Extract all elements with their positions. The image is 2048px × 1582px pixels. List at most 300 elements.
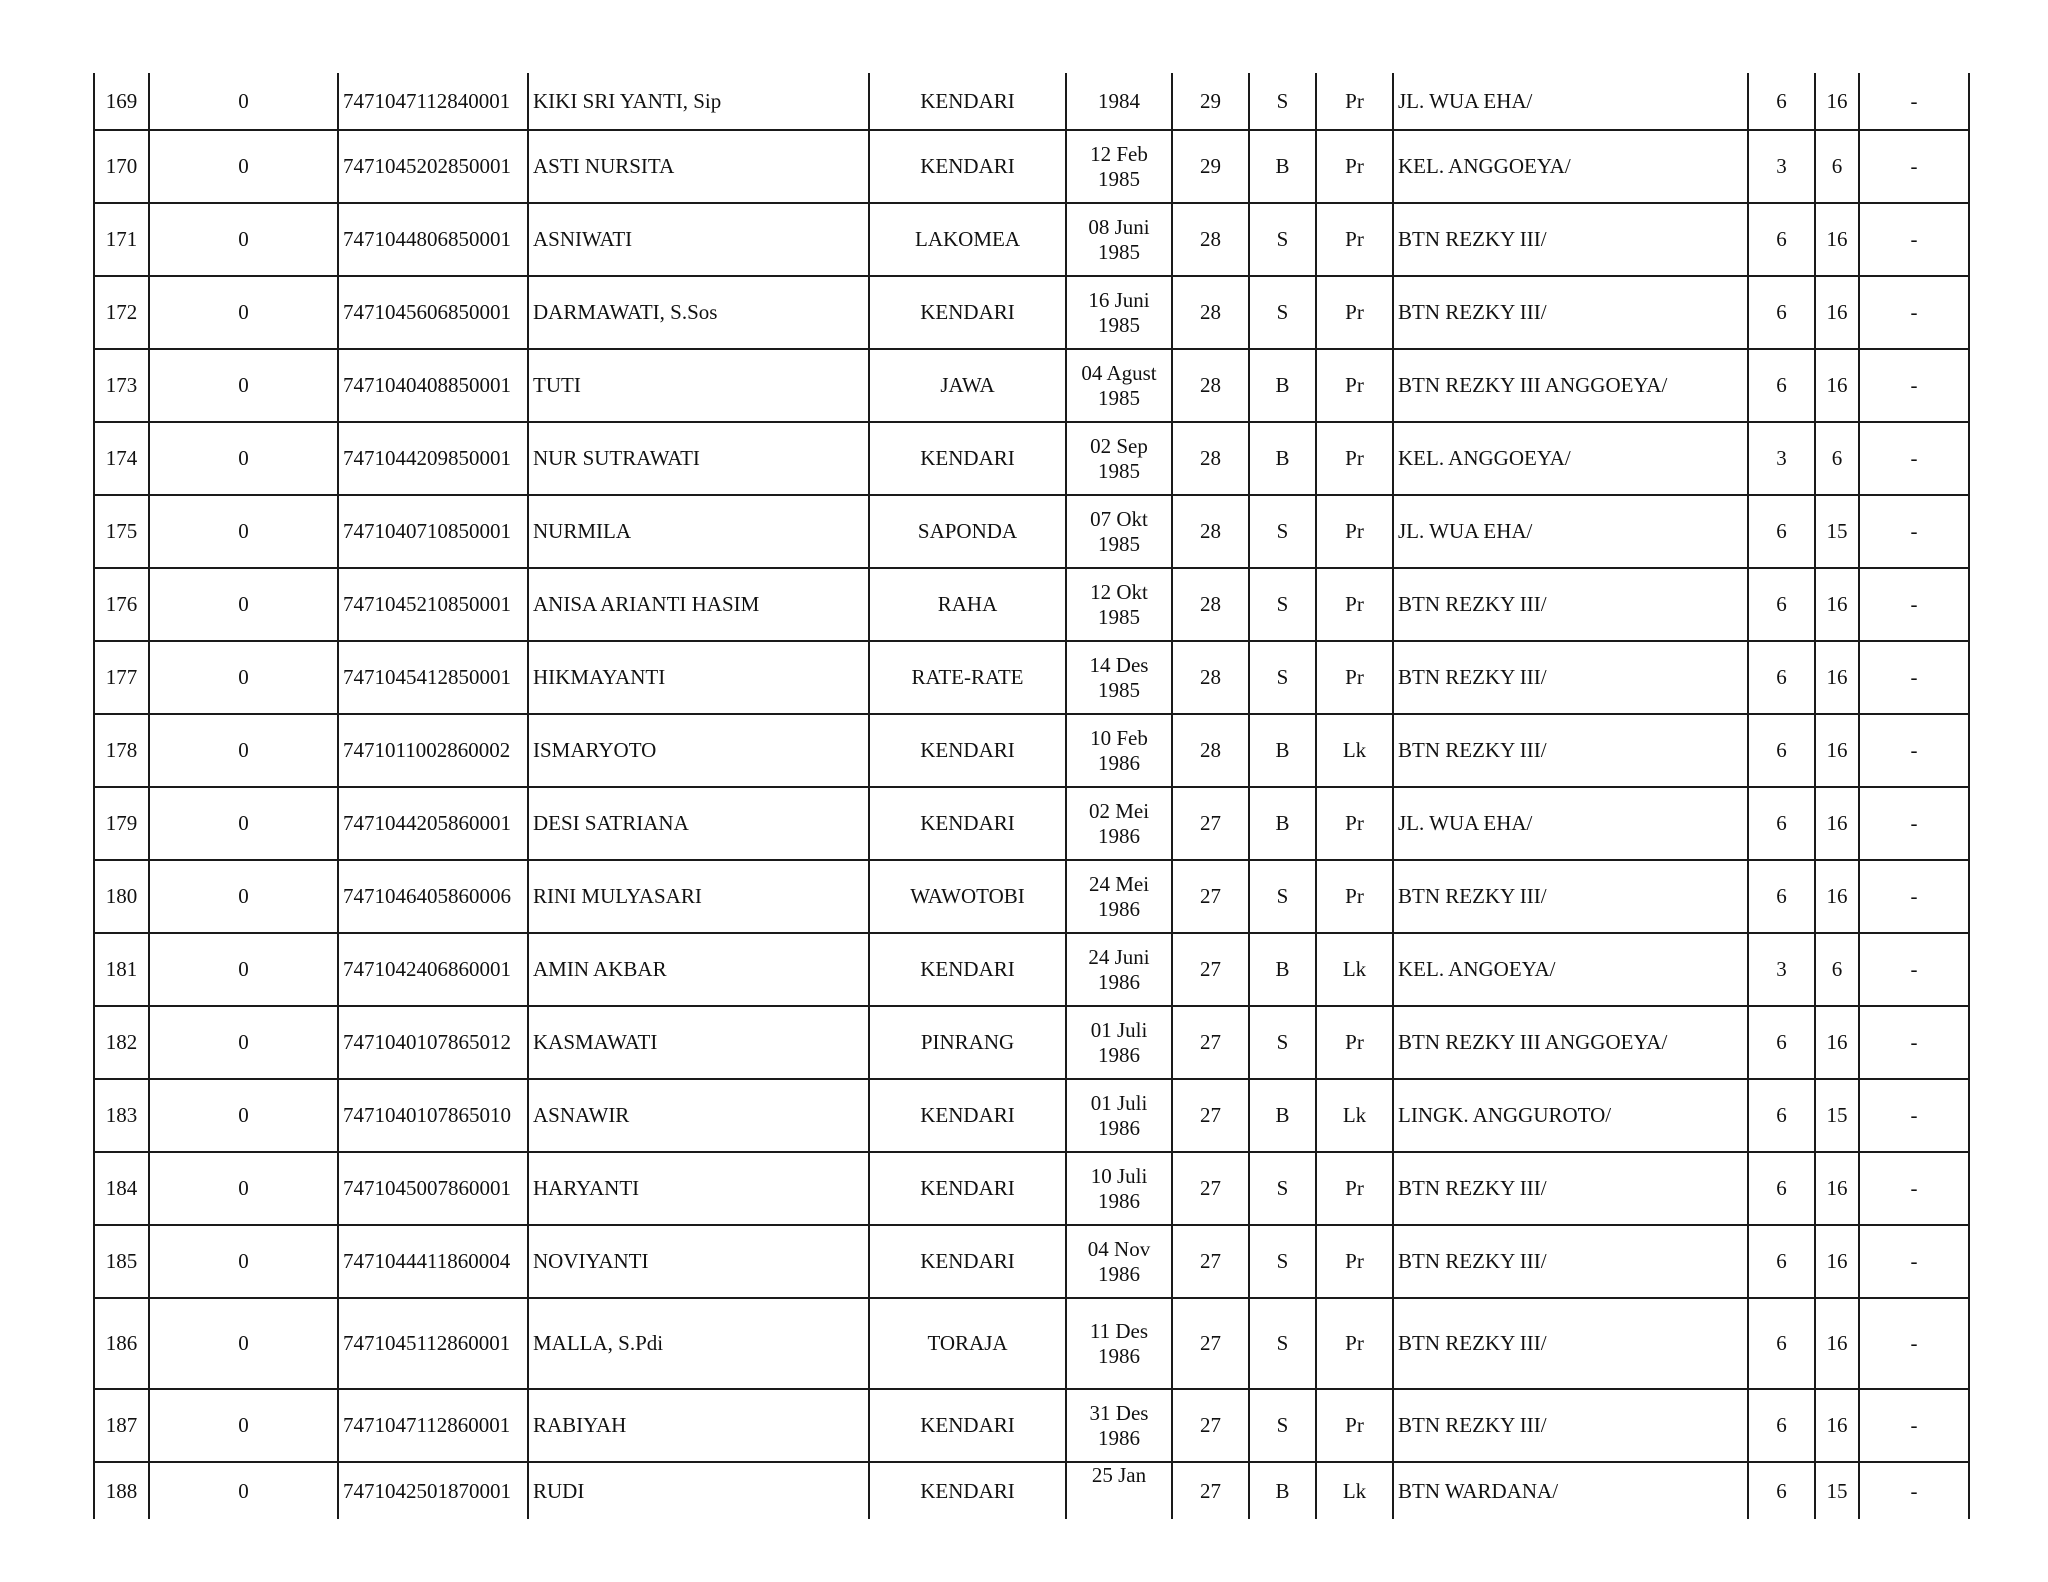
cell-birthplace: KENDARI bbox=[869, 714, 1066, 787]
cell-rt: 6 bbox=[1748, 860, 1815, 933]
cell-address: BTN REZKY III/ bbox=[1393, 203, 1748, 276]
birth-year-line: 1985 bbox=[1098, 312, 1140, 337]
birth-year-line: 1985 bbox=[1098, 677, 1140, 702]
cell-sex: Pr bbox=[1316, 73, 1393, 130]
cell-marital-status: B bbox=[1249, 933, 1316, 1006]
cell-note: - bbox=[1859, 568, 1969, 641]
cell-nik: 7471040408850001 bbox=[338, 349, 528, 422]
cell-name: ANISA ARIANTI HASIM bbox=[528, 568, 869, 641]
cell-sex: Pr bbox=[1316, 1298, 1393, 1389]
cell-address: LINGK. ANGGUROTO/ bbox=[1393, 1079, 1748, 1152]
cell-rt: 6 bbox=[1748, 495, 1815, 568]
cell-birthplace: JAWA bbox=[869, 349, 1066, 422]
cell-nik: 7471042501870001 bbox=[338, 1462, 528, 1519]
cell-age: 27 bbox=[1172, 1225, 1249, 1298]
cell-birth-date bbox=[1066, 73, 1172, 130]
cell-rw: 16 bbox=[1815, 787, 1859, 860]
cell-address: BTN REZKY III ANGGOEYA/ bbox=[1393, 349, 1748, 422]
cell-row-number: 187 bbox=[94, 1389, 149, 1462]
cell-nik: 7471045606850001 bbox=[338, 276, 528, 349]
cell-marital-status: S bbox=[1249, 73, 1316, 130]
cell-rt: 6 bbox=[1748, 787, 1815, 860]
cell-birth-date bbox=[1066, 933, 1172, 1006]
cell-rt: 6 bbox=[1748, 1462, 1815, 1519]
cell-name: ASTI NURSITA bbox=[528, 130, 869, 203]
birth-year-line: 1986 bbox=[1098, 823, 1140, 848]
cell-birth-date bbox=[1066, 1079, 1172, 1152]
cell-name: RUDI bbox=[528, 1462, 869, 1519]
cell-marital-status: S bbox=[1249, 1225, 1316, 1298]
cell-address: JL. WUA EHA/ bbox=[1393, 787, 1748, 860]
cell-rw: 16 bbox=[1815, 1389, 1859, 1462]
cell-age: 27 bbox=[1172, 1462, 1249, 1519]
cell-name: NUR SUTRAWATI bbox=[528, 422, 869, 495]
cell-row-number: 188 bbox=[94, 1462, 149, 1519]
cell-note: - bbox=[1859, 641, 1969, 714]
cell-row-number: 183 bbox=[94, 1079, 149, 1152]
table-row bbox=[94, 1152, 1969, 1225]
cell-row-number: 171 bbox=[94, 203, 149, 276]
cell-birth-date bbox=[1066, 1298, 1172, 1389]
birth-date-line: 08 Juni bbox=[1088, 214, 1150, 239]
birth-date-line: 25 Jan bbox=[1091, 1463, 1147, 1487]
cell-nik: 7471045210850001 bbox=[338, 568, 528, 641]
cell-nik: 7471047112860001 bbox=[338, 1389, 528, 1462]
cell-birthplace: LAKOMEA bbox=[869, 203, 1066, 276]
cell-age: 28 bbox=[1172, 568, 1249, 641]
cell-age: 27 bbox=[1172, 787, 1249, 860]
cell-rw: 16 bbox=[1815, 276, 1859, 349]
birth-date-line: 14 Des bbox=[1089, 652, 1149, 677]
birth-year-line: 1986 bbox=[1098, 1261, 1140, 1286]
cell-nik: 7471045112860001 bbox=[338, 1298, 528, 1389]
table-row bbox=[94, 73, 1969, 130]
cell-address: JL. WUA EHA/ bbox=[1393, 73, 1748, 130]
cell-marital-status: B bbox=[1249, 1079, 1316, 1152]
table-row bbox=[94, 1462, 1969, 1519]
cell-age: 27 bbox=[1172, 1006, 1249, 1079]
birth-year-line: 1986 bbox=[1098, 969, 1140, 994]
cell-address: BTN REZKY III/ bbox=[1393, 1389, 1748, 1462]
cell-rw: 16 bbox=[1815, 714, 1859, 787]
cell-row-number: 176 bbox=[94, 568, 149, 641]
cell-rt: 6 bbox=[1748, 1079, 1815, 1152]
cell-birthplace: KENDARI bbox=[869, 787, 1066, 860]
cell-birthplace: PINRANG bbox=[869, 1006, 1066, 1079]
cell-address: KEL. ANGGOEYA/ bbox=[1393, 422, 1748, 495]
table-row bbox=[94, 1389, 1969, 1462]
table-row bbox=[94, 641, 1969, 714]
cell-nik: 7471042406860001 bbox=[338, 933, 528, 1006]
cell-name: NURMILA bbox=[528, 495, 869, 568]
cell-sex: Lk bbox=[1316, 1462, 1393, 1519]
cell-rw: 6 bbox=[1815, 933, 1859, 1006]
birth-date-line: 04 Nov bbox=[1087, 1236, 1151, 1261]
cell-address: BTN REZKY III/ bbox=[1393, 1298, 1748, 1389]
cell-address: BTN REZKY III/ bbox=[1393, 1152, 1748, 1225]
cell-nik: 7471047112840001 bbox=[338, 73, 528, 130]
birth-date-line: 16 Juni bbox=[1088, 287, 1150, 312]
table-body bbox=[94, 73, 1969, 1519]
birth-date-line: 10 Juli bbox=[1090, 1163, 1148, 1188]
cell-code: 0 bbox=[149, 73, 338, 130]
cell-birth-date bbox=[1066, 714, 1172, 787]
cell-marital-status: S bbox=[1249, 1389, 1316, 1462]
cell-note: - bbox=[1859, 860, 1969, 933]
birth-year-line: 1986 bbox=[1098, 1343, 1140, 1368]
cell-name: TUTI bbox=[528, 349, 869, 422]
cell-sex: Pr bbox=[1316, 860, 1393, 933]
cell-marital-status: S bbox=[1249, 1298, 1316, 1389]
cell-name: NOVIYANTI bbox=[528, 1225, 869, 1298]
cell-sex: Pr bbox=[1316, 349, 1393, 422]
cell-code: 0 bbox=[149, 933, 338, 1006]
cell-nik: 7471044205860001 bbox=[338, 787, 528, 860]
cell-birth-date bbox=[1066, 1462, 1172, 1519]
cell-note: - bbox=[1859, 714, 1969, 787]
birth-year-line: 1985 bbox=[1098, 531, 1140, 556]
cell-age: 28 bbox=[1172, 641, 1249, 714]
cell-rw: 15 bbox=[1815, 495, 1859, 568]
cell-nik: 7471011002860002 bbox=[338, 714, 528, 787]
cell-sex: Pr bbox=[1316, 568, 1393, 641]
cell-rw: 16 bbox=[1815, 349, 1859, 422]
cell-marital-status: S bbox=[1249, 1006, 1316, 1079]
cell-birthplace: KENDARI bbox=[869, 1462, 1066, 1519]
cell-birthplace: RAHA bbox=[869, 568, 1066, 641]
cell-marital-status: B bbox=[1249, 787, 1316, 860]
birth-year-line: 1985 bbox=[1098, 239, 1140, 264]
cell-birth-date bbox=[1066, 203, 1172, 276]
cell-code: 0 bbox=[149, 1152, 338, 1225]
cell-name: RINI MULYASARI bbox=[528, 860, 869, 933]
cell-birthplace: KENDARI bbox=[869, 130, 1066, 203]
cell-address: BTN REZKY III/ bbox=[1393, 568, 1748, 641]
cell-sex: Pr bbox=[1316, 1006, 1393, 1079]
birth-year-line: 1985 bbox=[1098, 385, 1140, 410]
cell-name: HIKMAYANTI bbox=[528, 641, 869, 714]
cell-name: KIKI SRI YANTI, Sip bbox=[528, 73, 869, 130]
cell-rw: 16 bbox=[1815, 1298, 1859, 1389]
cell-sex: Pr bbox=[1316, 203, 1393, 276]
table-row bbox=[94, 933, 1969, 1006]
cell-sex: Lk bbox=[1316, 714, 1393, 787]
cell-rw: 16 bbox=[1815, 860, 1859, 933]
cell-birth-date bbox=[1066, 860, 1172, 933]
cell-rw: 16 bbox=[1815, 1152, 1859, 1225]
cell-birth-date bbox=[1066, 495, 1172, 568]
cell-name: ASNAWIR bbox=[528, 1079, 869, 1152]
birth-date-line: 12 Okt bbox=[1090, 579, 1148, 604]
cell-code: 0 bbox=[149, 1079, 338, 1152]
cell-rt: 6 bbox=[1748, 203, 1815, 276]
table-row bbox=[94, 860, 1969, 933]
cell-note: - bbox=[1859, 130, 1969, 203]
cell-code: 0 bbox=[149, 1006, 338, 1079]
cell-birthplace: KENDARI bbox=[869, 422, 1066, 495]
cell-birth-date bbox=[1066, 641, 1172, 714]
cell-note: - bbox=[1859, 1152, 1969, 1225]
cell-rt: 6 bbox=[1748, 1152, 1815, 1225]
cell-code: 0 bbox=[149, 1389, 338, 1462]
birth-date-line: 02 Sep bbox=[1090, 433, 1148, 458]
cell-address: BTN WARDANA/ bbox=[1393, 1462, 1748, 1519]
cell-nik: 7471044411860004 bbox=[338, 1225, 528, 1298]
cell-birthplace: WAWOTOBI bbox=[869, 860, 1066, 933]
cell-nik: 7471044209850001 bbox=[338, 422, 528, 495]
cell-name: MALLA, S.Pdi bbox=[528, 1298, 869, 1389]
cell-code: 0 bbox=[149, 714, 338, 787]
table-row bbox=[94, 568, 1969, 641]
cell-note: - bbox=[1859, 203, 1969, 276]
cell-name: RABIYAH bbox=[528, 1389, 869, 1462]
cell-nik: 7471046405860006 bbox=[338, 860, 528, 933]
table-row bbox=[94, 130, 1969, 203]
cell-birth-date bbox=[1066, 1006, 1172, 1079]
cell-sex: Lk bbox=[1316, 933, 1393, 1006]
table-row bbox=[94, 203, 1969, 276]
cell-row-number: 181 bbox=[94, 933, 149, 1006]
cell-rt: 3 bbox=[1748, 933, 1815, 1006]
cell-sex: Pr bbox=[1316, 641, 1393, 714]
cell-birthplace: SAPONDA bbox=[869, 495, 1066, 568]
cell-row-number: 184 bbox=[94, 1152, 149, 1225]
cell-rt: 6 bbox=[1748, 1225, 1815, 1298]
birth-date-line: 01 Juli bbox=[1090, 1090, 1148, 1115]
cell-birth-date bbox=[1066, 1225, 1172, 1298]
cell-note: - bbox=[1859, 1462, 1969, 1519]
table-row bbox=[94, 1298, 1969, 1389]
cell-age: 27 bbox=[1172, 1079, 1249, 1152]
cell-birth-date bbox=[1066, 422, 1172, 495]
cell-nik: 7471045412850001 bbox=[338, 641, 528, 714]
birth-year-line: 1986 bbox=[1098, 1042, 1140, 1067]
cell-note: - bbox=[1859, 1079, 1969, 1152]
cell-age: 29 bbox=[1172, 130, 1249, 203]
cell-code: 0 bbox=[149, 203, 338, 276]
cell-note: - bbox=[1859, 787, 1969, 860]
birth-date-line: 02 Mei bbox=[1088, 798, 1150, 823]
birth-year-line: 1986 bbox=[1098, 1425, 1140, 1450]
cell-note: - bbox=[1859, 422, 1969, 495]
cell-birth-date bbox=[1066, 349, 1172, 422]
cell-birthplace: KENDARI bbox=[869, 73, 1066, 130]
cell-note: - bbox=[1859, 1298, 1969, 1389]
cell-rw: 6 bbox=[1815, 422, 1859, 495]
cell-age: 27 bbox=[1172, 860, 1249, 933]
cell-row-number: 180 bbox=[94, 860, 149, 933]
table-row bbox=[94, 714, 1969, 787]
cell-birthplace: KENDARI bbox=[869, 276, 1066, 349]
cell-age: 28 bbox=[1172, 714, 1249, 787]
cell-sex: Lk bbox=[1316, 1079, 1393, 1152]
table-row bbox=[94, 1006, 1969, 1079]
cell-marital-status: S bbox=[1249, 641, 1316, 714]
cell-row-number: 178 bbox=[94, 714, 149, 787]
cell-birth-date bbox=[1066, 568, 1172, 641]
cell-row-number: 179 bbox=[94, 787, 149, 860]
cell-nik: 7471040710850001 bbox=[338, 495, 528, 568]
cell-code: 0 bbox=[149, 495, 338, 568]
cell-sex: Pr bbox=[1316, 130, 1393, 203]
cell-marital-status: S bbox=[1249, 860, 1316, 933]
cell-rw: 15 bbox=[1815, 1079, 1859, 1152]
cell-code: 0 bbox=[149, 641, 338, 714]
cell-code: 0 bbox=[149, 130, 338, 203]
cell-address: BTN REZKY III/ bbox=[1393, 860, 1748, 933]
cell-marital-status: B bbox=[1249, 714, 1316, 787]
cell-rt: 6 bbox=[1748, 276, 1815, 349]
table-row bbox=[94, 349, 1969, 422]
cell-birthplace: KENDARI bbox=[869, 1079, 1066, 1152]
cell-code: 0 bbox=[149, 349, 338, 422]
cell-marital-status: S bbox=[1249, 1152, 1316, 1225]
cell-name: KASMAWATI bbox=[528, 1006, 869, 1079]
cell-age: 28 bbox=[1172, 495, 1249, 568]
table-row bbox=[94, 1225, 1969, 1298]
cell-rt: 3 bbox=[1748, 130, 1815, 203]
cell-rt: 6 bbox=[1748, 349, 1815, 422]
cell-sex: Pr bbox=[1316, 1152, 1393, 1225]
cell-marital-status: S bbox=[1249, 568, 1316, 641]
birth-year-line: 1986 bbox=[1098, 1115, 1140, 1140]
cell-rw: 16 bbox=[1815, 203, 1859, 276]
cell-nik: 7471044806850001 bbox=[338, 203, 528, 276]
birth-year-line: 1985 bbox=[1098, 458, 1140, 483]
cell-note: - bbox=[1859, 276, 1969, 349]
cell-address: JL. WUA EHA/ bbox=[1393, 495, 1748, 568]
cell-address: BTN REZKY III ANGGOEYA/ bbox=[1393, 1006, 1748, 1079]
cell-address: BTN REZKY III/ bbox=[1393, 276, 1748, 349]
cell-birthplace: KENDARI bbox=[869, 1152, 1066, 1225]
cell-sex: Pr bbox=[1316, 787, 1393, 860]
cell-sex: Pr bbox=[1316, 1225, 1393, 1298]
cell-age: 28 bbox=[1172, 203, 1249, 276]
birth-date-line: 07 Okt bbox=[1090, 506, 1148, 531]
cell-rt: 6 bbox=[1748, 1389, 1815, 1462]
cell-note: - bbox=[1859, 495, 1969, 568]
cell-note: - bbox=[1859, 1225, 1969, 1298]
cell-name: DESI SATRIANA bbox=[528, 787, 869, 860]
cell-rt: 3 bbox=[1748, 422, 1815, 495]
cell-address: BTN REZKY III/ bbox=[1393, 1225, 1748, 1298]
cell-row-number: 186 bbox=[94, 1298, 149, 1389]
cell-age: 27 bbox=[1172, 1298, 1249, 1389]
cell-code: 0 bbox=[149, 276, 338, 349]
table-row bbox=[94, 787, 1969, 860]
cell-name: DARMAWATI, S.Sos bbox=[528, 276, 869, 349]
cell-address: KEL. ANGOEYA/ bbox=[1393, 933, 1748, 1006]
cell-code: 0 bbox=[149, 787, 338, 860]
cell-rw: 16 bbox=[1815, 73, 1859, 130]
cell-rw: 16 bbox=[1815, 568, 1859, 641]
cell-rw: 16 bbox=[1815, 641, 1859, 714]
table-row bbox=[94, 276, 1969, 349]
cell-nik: 7471040107865012 bbox=[338, 1006, 528, 1079]
cell-rt: 6 bbox=[1748, 1298, 1815, 1389]
cell-sex: Pr bbox=[1316, 276, 1393, 349]
cell-birth-date bbox=[1066, 1152, 1172, 1225]
cell-nik: 7471045007860001 bbox=[338, 1152, 528, 1225]
cell-rw: 15 bbox=[1815, 1462, 1859, 1519]
birth-date-line: 24 Mei bbox=[1088, 871, 1150, 896]
cell-rt: 6 bbox=[1748, 714, 1815, 787]
cell-age: 27 bbox=[1172, 1389, 1249, 1462]
cell-row-number: 182 bbox=[94, 1006, 149, 1079]
cell-code: 0 bbox=[149, 1298, 338, 1389]
cell-age: 28 bbox=[1172, 422, 1249, 495]
birth-date-line: 10 Feb bbox=[1090, 725, 1148, 750]
birth-date-line: 11 Des bbox=[1089, 1318, 1149, 1343]
cell-code: 0 bbox=[149, 1462, 338, 1519]
cell-birthplace: KENDARI bbox=[869, 1225, 1066, 1298]
cell-note: - bbox=[1859, 349, 1969, 422]
cell-birthplace: TORAJA bbox=[869, 1298, 1066, 1389]
cell-sex: Pr bbox=[1316, 422, 1393, 495]
birth-year-line: 1986 bbox=[1098, 750, 1140, 775]
cell-code: 0 bbox=[149, 860, 338, 933]
cell-nik: 7471040107865010 bbox=[338, 1079, 528, 1152]
cell-address: BTN REZKY III/ bbox=[1393, 641, 1748, 714]
cell-rw: 16 bbox=[1815, 1225, 1859, 1298]
cell-birthplace: KENDARI bbox=[869, 1389, 1066, 1462]
resident-table bbox=[93, 73, 1970, 1519]
cell-code: 0 bbox=[149, 1225, 338, 1298]
cell-note: - bbox=[1859, 1389, 1969, 1462]
cell-name: ASNIWATI bbox=[528, 203, 869, 276]
cell-name: AMIN AKBAR bbox=[528, 933, 869, 1006]
cell-row-number: 169 bbox=[94, 73, 149, 130]
cell-birthplace: RATE-RATE bbox=[869, 641, 1066, 714]
cell-row-number: 170 bbox=[94, 130, 149, 203]
cell-marital-status: S bbox=[1249, 276, 1316, 349]
cell-row-number: 185 bbox=[94, 1225, 149, 1298]
cell-marital-status: B bbox=[1249, 422, 1316, 495]
cell-row-number: 174 bbox=[94, 422, 149, 495]
cell-age: 27 bbox=[1172, 1152, 1249, 1225]
cell-row-number: 175 bbox=[94, 495, 149, 568]
cell-age: 27 bbox=[1172, 933, 1249, 1006]
cell-row-number: 172 bbox=[94, 276, 149, 349]
cell-rt: 6 bbox=[1748, 1006, 1815, 1079]
cell-rt: 6 bbox=[1748, 73, 1815, 130]
cell-address: BTN REZKY III/ bbox=[1393, 714, 1748, 787]
cell-name: ISMARYOTO bbox=[528, 714, 869, 787]
cell-marital-status: B bbox=[1249, 130, 1316, 203]
cell-birth-date bbox=[1066, 130, 1172, 203]
cell-sex: Pr bbox=[1316, 1389, 1393, 1462]
cell-address: KEL. ANGGOEYA/ bbox=[1393, 130, 1748, 203]
birth-date-line: 12 Feb bbox=[1090, 141, 1148, 166]
cell-note: - bbox=[1859, 73, 1969, 130]
cell-nik: 7471045202850001 bbox=[338, 130, 528, 203]
cell-rw: 16 bbox=[1815, 1006, 1859, 1079]
birth-year-line: 1986 bbox=[1098, 896, 1140, 921]
cell-age: 28 bbox=[1172, 276, 1249, 349]
cell-birth-date bbox=[1066, 1389, 1172, 1462]
cell-row-number: 173 bbox=[94, 349, 149, 422]
cell-note: - bbox=[1859, 1006, 1969, 1079]
cell-marital-status: B bbox=[1249, 1462, 1316, 1519]
cell-birthplace: KENDARI bbox=[869, 933, 1066, 1006]
cell-code: 0 bbox=[149, 568, 338, 641]
birth-date-line: 24 Juni bbox=[1088, 944, 1150, 969]
cell-birth-date bbox=[1066, 276, 1172, 349]
cell-code: 0 bbox=[149, 422, 338, 495]
birth-date-line: 01 Juli bbox=[1090, 1017, 1148, 1042]
birth-year-line: 1985 bbox=[1098, 166, 1140, 191]
birth-date-line: 1984 bbox=[1098, 88, 1140, 113]
